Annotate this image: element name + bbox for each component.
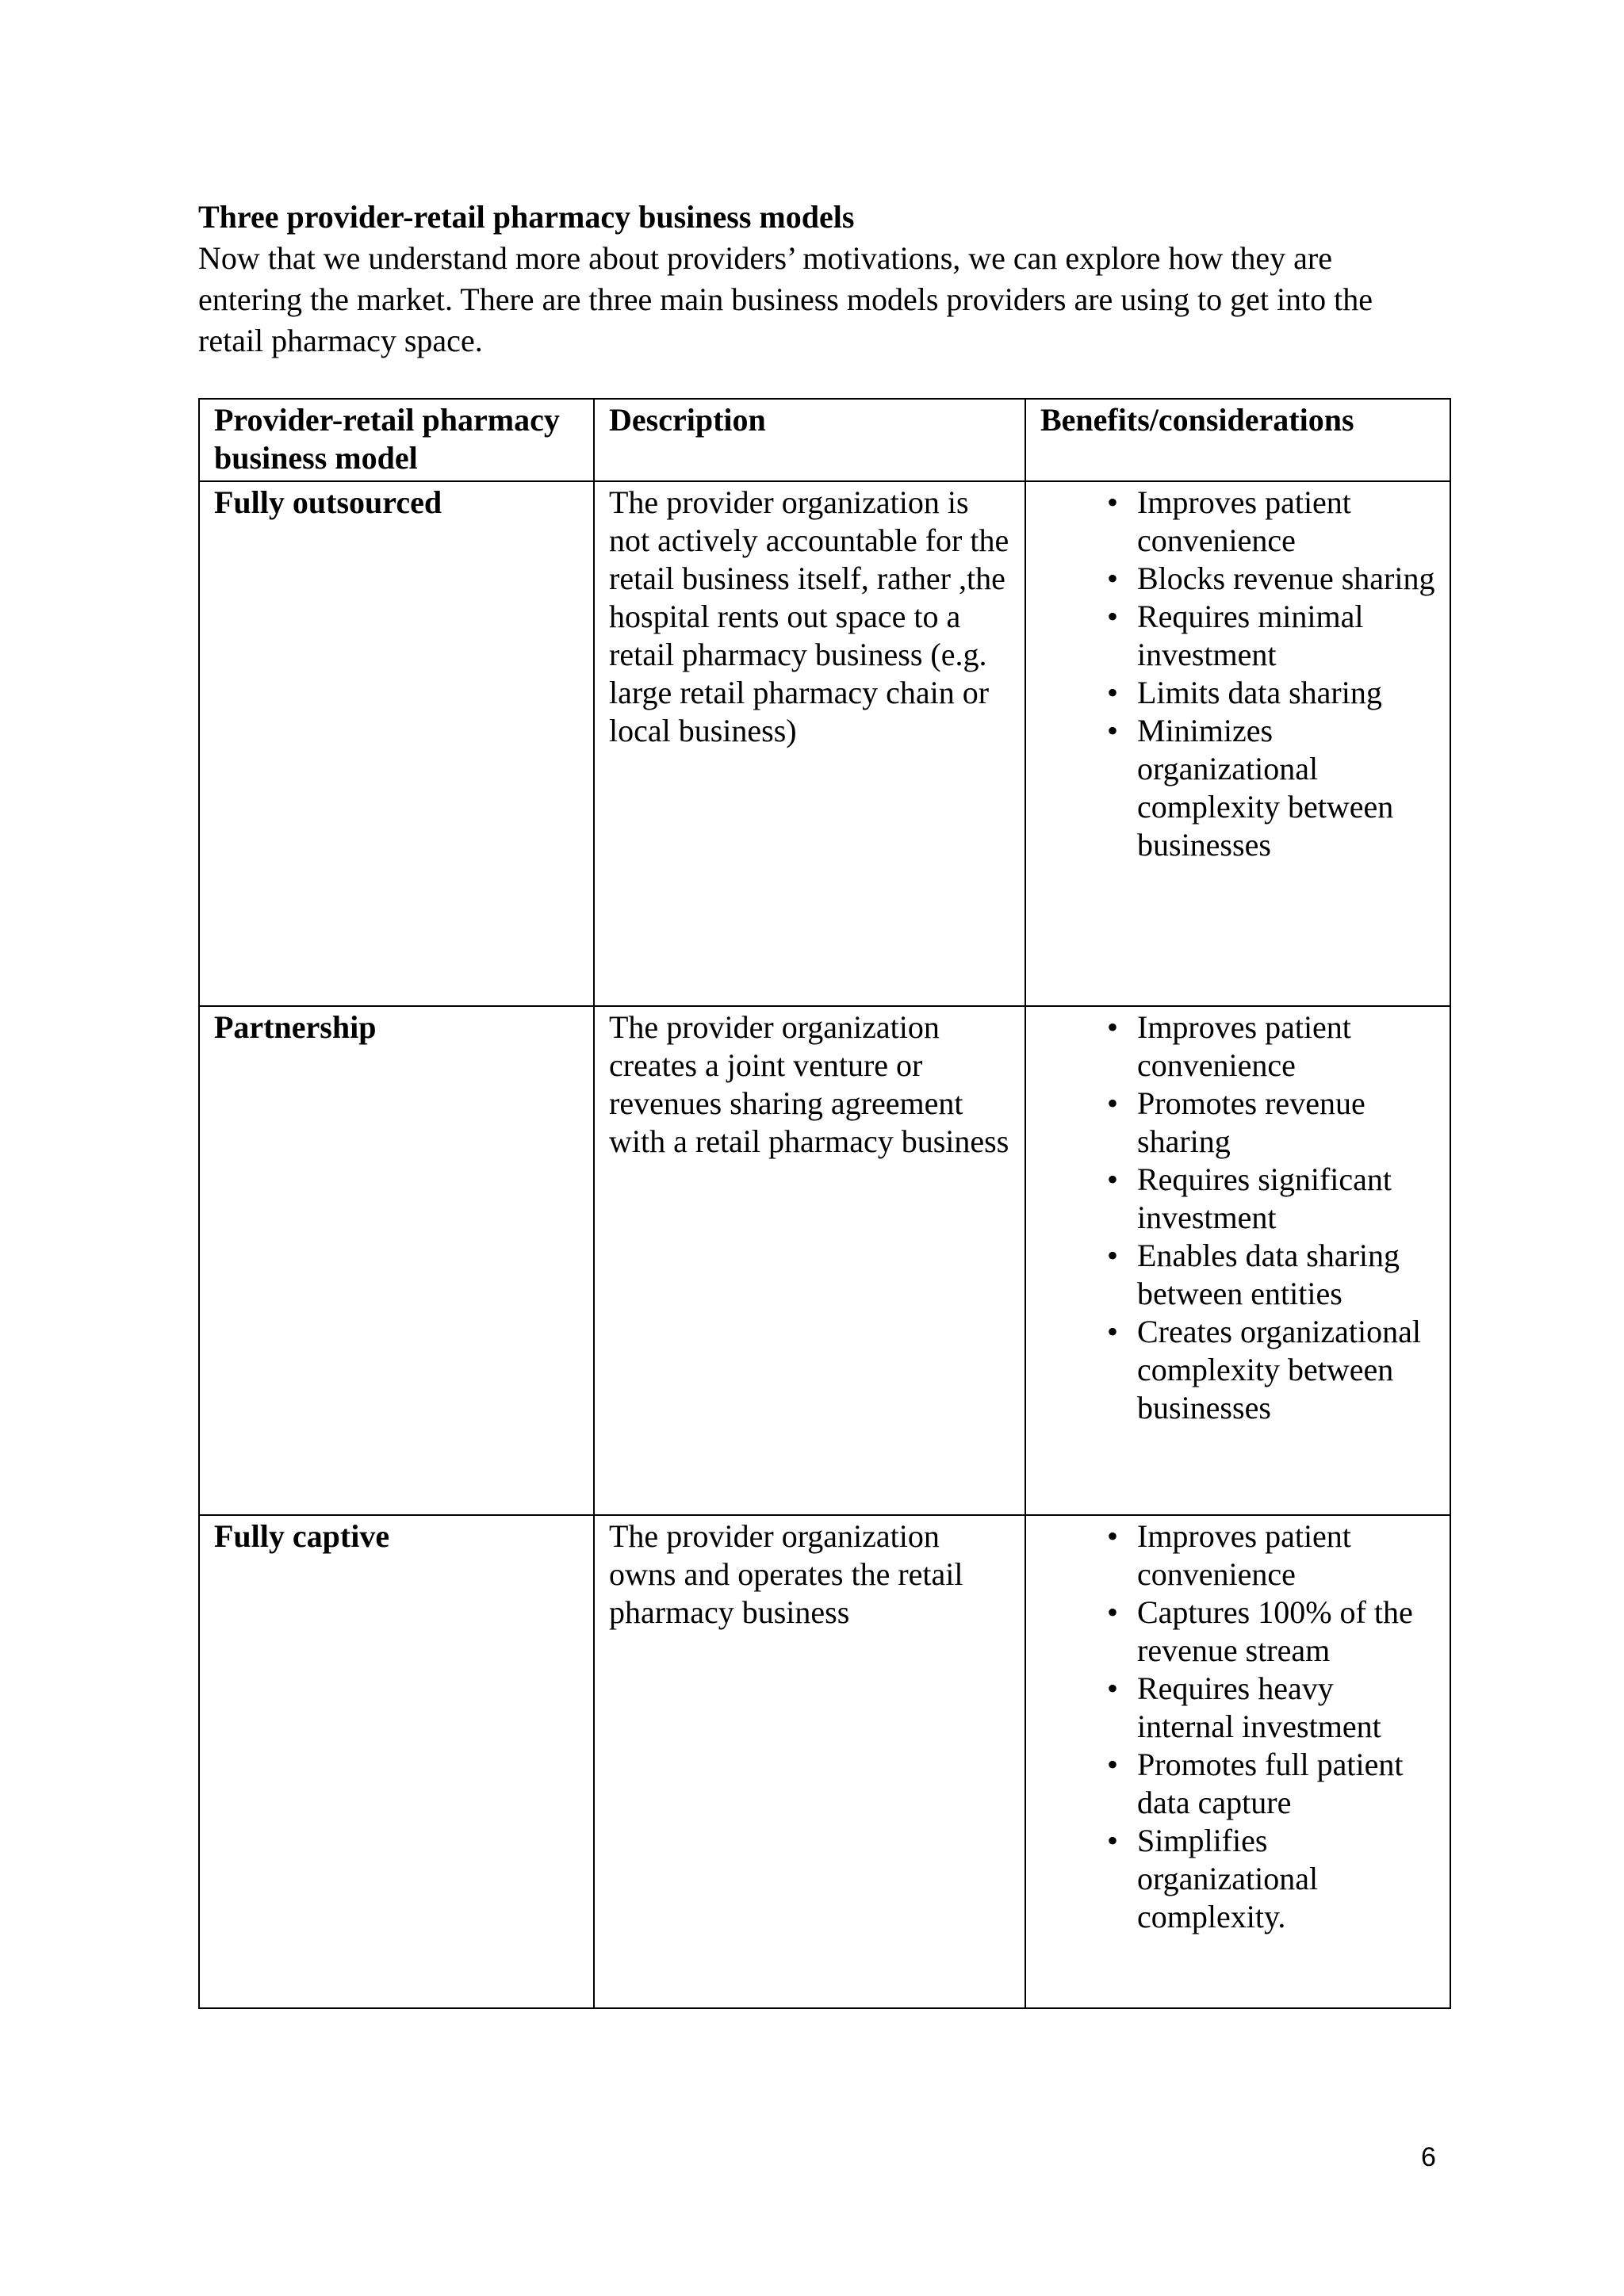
bullet-icon: • — [1106, 1238, 1118, 1273]
bullet-icon: • — [1106, 1161, 1118, 1197]
table-row — [199, 1515, 1450, 2008]
bullet-icon: • — [1106, 1085, 1118, 1121]
description-cell: The provider organization owns and operates the retail pharmacy business — [594, 1515, 1025, 2008]
bullet-icon: • — [1106, 599, 1118, 634]
benefit-text: Requires significant investment — [1137, 1161, 1392, 1235]
benefit-item — [1040, 1517, 1435, 1594]
benefit-item — [1040, 1746, 1435, 1822]
benefit-text: Requires minimal investment — [1137, 599, 1364, 672]
benefits-cell — [1025, 1515, 1450, 2008]
benefit-text: Simplifies organizational complexity. — [1137, 1823, 1319, 1934]
benefit-item — [1040, 1237, 1435, 1313]
bullet-icon: • — [1106, 1594, 1118, 1630]
benefit-text: Minimizes organizational complexity between businesses — [1137, 713, 1394, 863]
bullet-icon: • — [1106, 484, 1118, 520]
benefit-text: Promotes full patient data capture — [1137, 1747, 1404, 1820]
benefit-text: Promotes revenue sharing — [1137, 1085, 1365, 1159]
benefits-list — [1040, 484, 1435, 864]
bullet-icon: • — [1106, 1747, 1118, 1782]
table-row — [199, 1006, 1450, 1515]
page-number: 6 — [1421, 2142, 1436, 2172]
bullet-icon: • — [1106, 713, 1118, 748]
table-header-row — [199, 399, 1450, 481]
benefit-item — [1040, 1822, 1435, 1936]
benefit-item — [1040, 674, 1435, 712]
description-cell: The provider organization is not actively accountable for the retail business itself, rather ,the hospital rents out space to a retail pharmacy business (e.g. large retail pharmacy chain or local business) — [594, 481, 1025, 1006]
bullet-icon: • — [1106, 561, 1118, 596]
bullet-icon: • — [1106, 1670, 1118, 1706]
benefit-text: Enables data sharing between entities — [1137, 1238, 1400, 1311]
benefit-text: Limits data sharing — [1137, 675, 1382, 710]
bullet-icon: • — [1106, 1314, 1118, 1349]
benefit-item — [1040, 1313, 1435, 1427]
benefits-list — [1040, 1008, 1435, 1427]
benefit-text: Improves patient convenience — [1137, 484, 1351, 558]
model-name-cell: Partnership — [199, 1006, 594, 1515]
benefit-item — [1040, 712, 1435, 864]
bullet-icon: • — [1106, 675, 1118, 710]
section-heading: Three provider-retail pharmacy business models — [198, 199, 855, 235]
benefit-text: Requires heavy internal investment — [1137, 1670, 1381, 1744]
header-model: Provider-retail pharmacy business model — [199, 399, 594, 481]
bullet-icon: • — [1106, 1823, 1118, 1858]
bullet-icon: • — [1106, 1518, 1118, 1554]
header-description: Description — [594, 399, 1025, 481]
benefit-item — [1040, 484, 1435, 560]
benefits-cell — [1025, 481, 1450, 1006]
benefit-item — [1040, 598, 1435, 674]
bullet-icon: • — [1106, 1009, 1118, 1045]
intro-paragraph: Now that we understand more about providers’ motivations, we can explore how they are entering the market. There are three main business models providers are using to get into the retail pharmacy space. — [198, 240, 1373, 358]
benefits-list — [1040, 1517, 1435, 1936]
benefit-item — [1040, 1594, 1435, 1670]
business-models-table — [198, 398, 1451, 2009]
model-name-cell: Fully outsourced — [199, 481, 594, 1006]
benefit-item — [1040, 1085, 1435, 1161]
benefit-item — [1040, 1008, 1435, 1085]
benefit-item — [1040, 1161, 1435, 1237]
benefit-text: Improves patient convenience — [1137, 1009, 1351, 1083]
header-benefits: Benefits/considerations — [1025, 399, 1450, 481]
benefit-text: Captures 100% of the revenue stream — [1137, 1594, 1413, 1668]
table-row — [199, 481, 1450, 1006]
benefit-text: Improves patient convenience — [1137, 1518, 1351, 1592]
model-name-cell: Fully captive — [199, 1515, 594, 2008]
benefits-cell — [1025, 1006, 1450, 1515]
benefit-item — [1040, 560, 1435, 598]
benefit-text: Blocks revenue sharing — [1137, 561, 1435, 596]
benefit-text: Creates organizational complexity between businesses — [1137, 1314, 1422, 1425]
description-cell: The provider organization creates a joint venture or revenues sharing agreement with a retail pharmacy business — [594, 1006, 1025, 1515]
benefit-item — [1040, 1670, 1435, 1746]
